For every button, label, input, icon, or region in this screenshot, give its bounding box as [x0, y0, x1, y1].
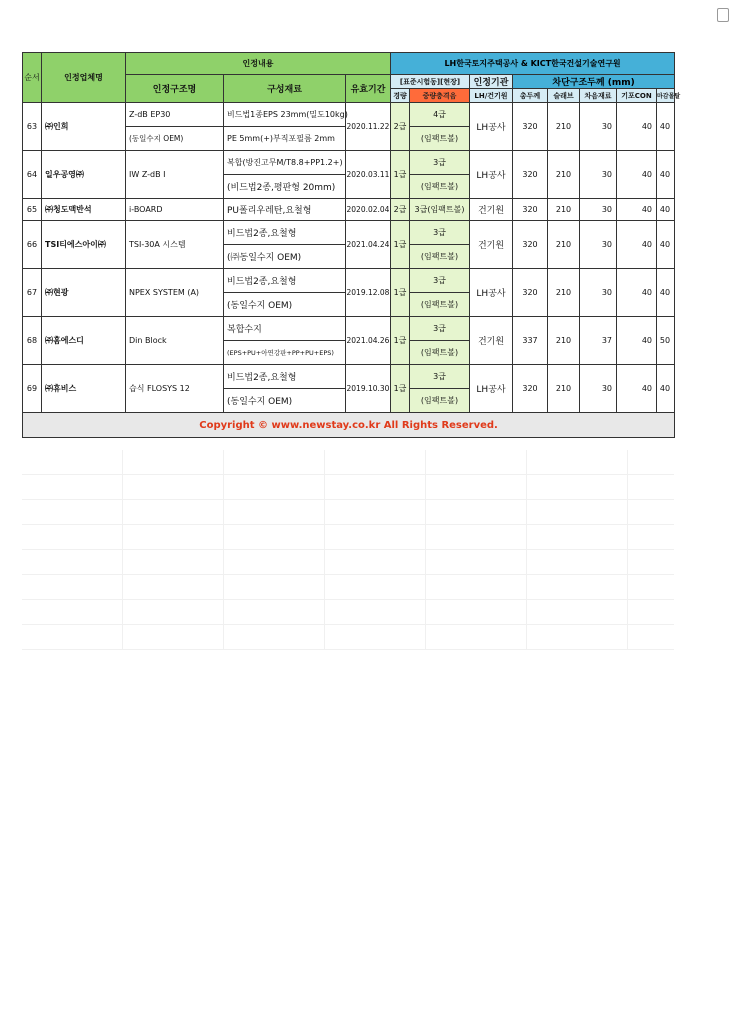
light-grade: 1급 — [391, 151, 410, 199]
thickness-sound: 30 — [580, 221, 617, 269]
thickness-slab: 210 — [548, 269, 580, 317]
thickness-foam: 40 — [617, 199, 657, 221]
thickness-total: 320 — [513, 151, 548, 199]
heavy-grade-method: (임팩트볼) — [410, 245, 470, 269]
validity-date: 2019.12.08 — [346, 269, 391, 317]
thickness-mortar: 50 — [657, 317, 675, 365]
cert-org: LH공사 — [470, 151, 513, 199]
light-grade: 1급 — [391, 221, 410, 269]
thickness-mortar: 40 — [657, 103, 675, 151]
heavy-grade: 3급(임팩트볼) — [410, 199, 470, 221]
header-cert-org-sub: LH/건기원 — [470, 89, 513, 103]
company-name: ㈜현광 — [42, 269, 126, 317]
thickness-slab: 210 — [548, 151, 580, 199]
validity-date: 2020.02.04 — [346, 199, 391, 221]
thickness-mortar: 40 — [657, 151, 675, 199]
company-name: 일우공영㈜ — [42, 151, 126, 199]
material-bottom: (동일수지 OEM) — [224, 293, 346, 317]
thickness-sound: 30 — [580, 151, 617, 199]
cert-org: LH공사 — [470, 269, 513, 317]
header-validity: 유효기간 — [346, 75, 391, 103]
heavy-grade: 3급 — [410, 317, 470, 341]
cert-org: 건기원 — [470, 317, 513, 365]
validity-date: 2020.03.11 — [346, 151, 391, 199]
table-row — [23, 199, 675, 221]
thickness-foam: 40 — [617, 317, 657, 365]
heavy-grade-method: (임팩트볼) — [410, 127, 470, 151]
material-top: 복합(방진고무M/T8.8+PP1.2+) — [224, 151, 346, 175]
company-name: TSI티에스아이㈜ — [42, 221, 126, 269]
copyright-text: Copyright © www.newstay.co.kr All Rights Reserved. — [199, 419, 498, 431]
structure-name: IW Z-dB I — [126, 151, 224, 199]
header-heavyweight: 중량충격음 — [410, 89, 470, 103]
structure-name: TSI-30A 시스템 — [126, 221, 224, 269]
row-number: 68 — [23, 317, 42, 365]
header-org-title: LH한국토지주택공사 & KICT한국건설기술연구원 — [391, 53, 675, 75]
material-bottom: (동일수지 OEM) — [224, 389, 346, 413]
header-lightweight: 경량 — [391, 89, 410, 103]
thickness-sound: 30 — [580, 199, 617, 221]
header-cert-org: 인정기관 — [470, 75, 513, 89]
header-thickness-slab: 슬래브 — [548, 89, 580, 103]
bleed-through-background — [22, 450, 674, 650]
thickness-sound: 30 — [580, 269, 617, 317]
thickness-sound: 30 — [580, 103, 617, 151]
cert-org: LH공사 — [470, 365, 513, 413]
header-thickness-sound: 차음재료 — [580, 89, 617, 103]
table-row — [23, 221, 675, 245]
material-top: 비드법2종,요철형 — [224, 269, 346, 293]
material-bottom: (EPS+PU+아연강판+PP+PU+EPS) — [224, 341, 346, 365]
heavy-grade: 3급 — [410, 221, 470, 245]
thickness-slab: 210 — [548, 199, 580, 221]
heavy-grade: 3급 — [410, 365, 470, 389]
structure-name: NPEX SYSTEM (A) — [126, 269, 224, 317]
light-grade: 2급 — [391, 199, 410, 221]
row-number: 69 — [23, 365, 42, 413]
validity-date: 2021.04.24 — [346, 221, 391, 269]
light-grade: 1급 — [391, 317, 410, 365]
certification-table — [22, 52, 681, 438]
structure-name: Z-dB EP30 — [126, 103, 224, 127]
company-name: ㈜청도맥반석 — [42, 199, 126, 221]
validity-date: 2019.10.30 — [346, 365, 391, 413]
thickness-slab: 210 — [548, 365, 580, 413]
heavy-grade-method: (임팩트볼) — [410, 341, 470, 365]
thickness-slab: 210 — [548, 103, 580, 151]
header-thickness-title: 차단구조두께 (mm) — [513, 75, 675, 89]
heavy-grade: 4급 — [410, 103, 470, 127]
material-top: 비드법2종,요철형 — [224, 221, 346, 245]
thickness-foam: 40 — [617, 151, 657, 199]
thickness-sound: 37 — [580, 317, 617, 365]
header-structure-name: 인정구조명 — [126, 75, 224, 103]
thickness-slab: 210 — [548, 317, 580, 365]
thickness-total: 320 — [513, 269, 548, 317]
table-row — [23, 365, 675, 389]
company-name: ㈜인희 — [42, 103, 126, 151]
light-grade: 1급 — [391, 269, 410, 317]
thickness-mortar: 40 — [657, 221, 675, 269]
row-number: 65 — [23, 199, 42, 221]
header-test-label: [표준시험동][현장] — [391, 75, 470, 89]
company-name: ㈜휴비스 — [42, 365, 126, 413]
heavy-grade: 3급 — [410, 269, 470, 293]
light-grade: 1급 — [391, 365, 410, 413]
table-row — [23, 151, 675, 175]
light-grade: 2급 — [391, 103, 410, 151]
header-thickness-mortar: 마감몰탈 — [657, 89, 675, 103]
cert-org: LH공사 — [470, 103, 513, 151]
thickness-mortar: 40 — [657, 365, 675, 413]
row-number: 67 — [23, 269, 42, 317]
material-top: PU폴리우레탄,요철형 — [224, 199, 346, 221]
material-top: 비드법1종EPS 23mm(밀도10kg) — [224, 103, 346, 127]
structure-name: 습식 FLOSYS 12 — [126, 365, 224, 413]
cert-org: 건기원 — [470, 221, 513, 269]
structure-name: i-BOARD — [126, 199, 224, 221]
heavy-grade-method: (임팩트볼) — [410, 175, 470, 199]
thickness-mortar: 40 — [657, 199, 675, 221]
header-thickness-total: 총두께 — [513, 89, 548, 103]
thickness-foam: 40 — [617, 365, 657, 413]
thickness-sound: 30 — [580, 365, 617, 413]
thickness-total: 320 — [513, 365, 548, 413]
structure-name: Din Block — [126, 317, 224, 365]
header-company: 인정업체명 — [42, 53, 126, 103]
header-seq: 순서 — [23, 53, 42, 103]
heavy-grade-method: (임팩트볼) — [410, 389, 470, 413]
thickness-total: 337 — [513, 317, 548, 365]
material-top: 복합수지 — [224, 317, 346, 341]
structure-sub: (동일수지 OEM) — [126, 127, 224, 151]
row-number: 64 — [23, 151, 42, 199]
row-number: 63 — [23, 103, 42, 151]
thickness-foam: 40 — [617, 103, 657, 151]
table-row — [23, 317, 675, 341]
copyright-footer — [23, 413, 675, 438]
validity-date: 2021.04.26 — [346, 317, 391, 365]
row-number: 66 — [23, 221, 42, 269]
thickness-total: 320 — [513, 221, 548, 269]
thickness-slab: 210 — [548, 221, 580, 269]
header-cert-content: 인정내용 — [126, 53, 391, 75]
thickness-mortar: 40 — [657, 269, 675, 317]
material-bottom: (㈜동일수지 OEM) — [224, 245, 346, 269]
material-top: 비드법2종,요철형 — [224, 365, 346, 389]
heavy-grade: 3급 — [410, 151, 470, 175]
material-bottom: PE 5mm(+)부직포필름 2mm — [224, 127, 346, 151]
thickness-total: 320 — [513, 103, 548, 151]
header-material: 구성재료 — [224, 75, 346, 103]
cert-org: 건기원 — [470, 199, 513, 221]
page-corner-marker — [717, 8, 729, 22]
table-row — [23, 103, 675, 127]
material-bottom: (비드법2종,평판형 20mm) — [224, 175, 346, 199]
company-name: ㈜홈에스디 — [42, 317, 126, 365]
table-row — [23, 269, 675, 293]
heavy-grade-method: (임팩트볼) — [410, 293, 470, 317]
validity-date: 2020.11.22 — [346, 103, 391, 151]
thickness-total: 320 — [513, 199, 548, 221]
header-thickness-foam: 기포CON — [617, 89, 657, 103]
thickness-foam: 40 — [617, 269, 657, 317]
thickness-foam: 40 — [617, 221, 657, 269]
